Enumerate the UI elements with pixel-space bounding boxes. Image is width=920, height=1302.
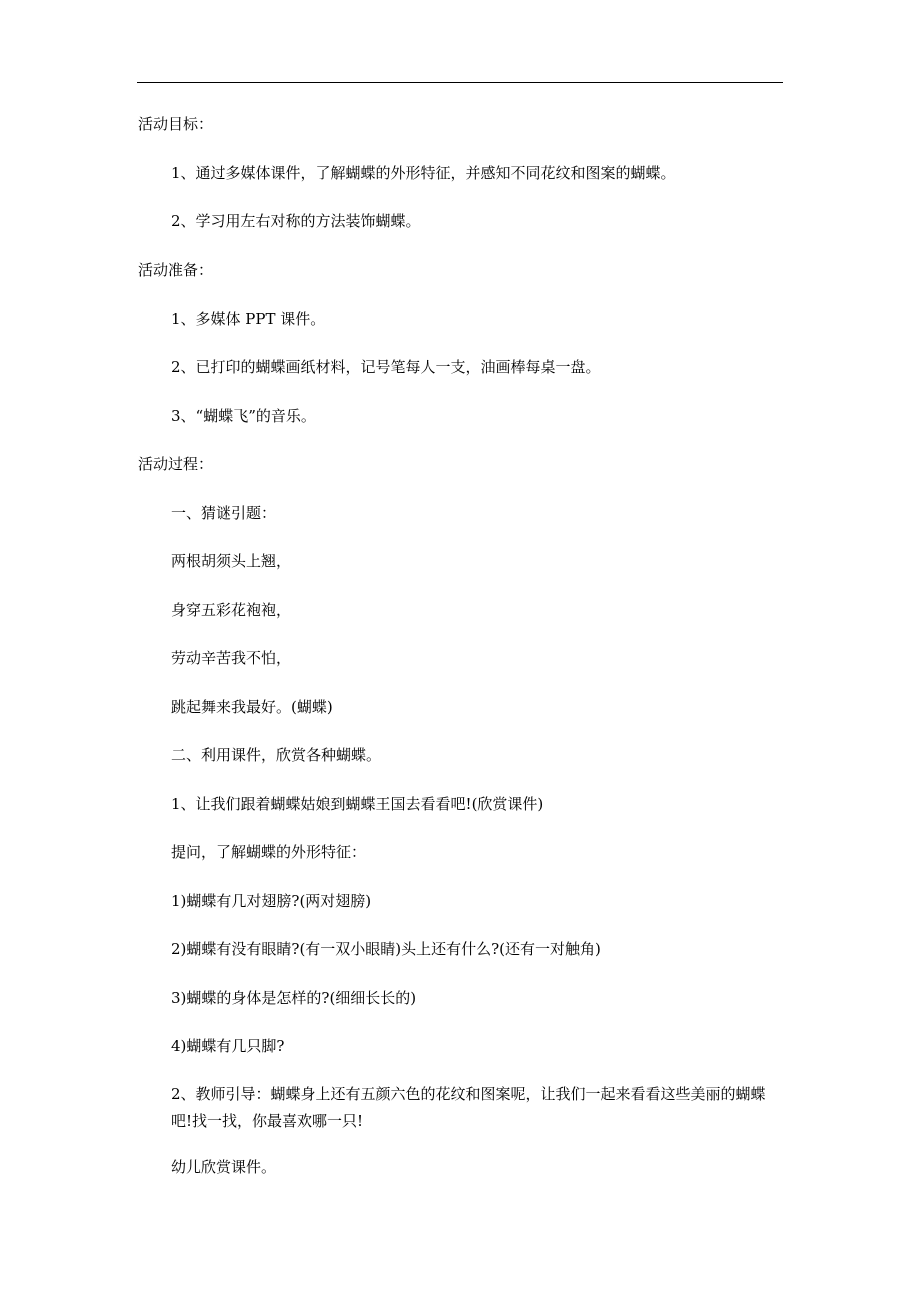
prep-item-3: 3、“蝴蝶飞”的音乐。 (171, 407, 316, 425)
objective-2: 2、学习用左右对称的方法装饰蝴蝶。 (171, 212, 421, 230)
question-1: 1)蝴蝶有几对翅膀?(两对翅膀) (171, 892, 372, 910)
objective-1: 1、通过多媒体课件，了解蝴蝶的外形特征，并感知不同花纹和图案的蝴蝶。 (171, 164, 676, 182)
question-2: 2)蝴蝶有没有眼睛?(有一双小眼睛)头上还有什么?(还有一对触角) (171, 940, 601, 958)
question-intro: 提问，了解蝴蝶的外形特征： (171, 843, 367, 861)
step-1-title: 一、猜谜引题： (171, 504, 277, 522)
header-rule (137, 82, 783, 83)
question-3: 3)蝴蝶的身体是怎样的?(细细长长的) (171, 989, 417, 1007)
riddle-line-4: 跳起舞来我最好。(蝴蝶) (171, 698, 333, 716)
preparation-heading: 活动准备： (138, 261, 214, 279)
prep-item-2: 2、已打印的蝴蝶画纸材料，记号笔每人一支，油画棒每桌一盘。 (171, 358, 601, 376)
objectives-heading: 活动目标： (138, 115, 214, 133)
riddle-line-1: 两根胡须头上翘， (171, 552, 292, 570)
riddle-line-3: 劳动辛苦我不怕， (171, 649, 292, 667)
step-2-item-1: 1、让我们跟着蝴蝶姑娘到蝴蝶王国去看看吧!(欣赏课件) (171, 795, 544, 813)
step-2-item-2: 2、教师引导：蝴蝶身上还有五颜六色的花纹和图案呢，让我们一起来看看这些美丽的蝴蝶吧!找一找，你最喜欢哪一只! (171, 1085, 766, 1130)
process-heading: 活动过程： (138, 455, 214, 473)
step-2-title: 二、利用课件，欣赏各种蝴蝶。 (171, 746, 382, 764)
question-4: 4)蝴蝶有几只脚? (171, 1037, 285, 1055)
riddle-line-2: 身穿五彩花袍袍， (171, 601, 292, 619)
children-view: 幼儿欣赏课件。 (171, 1158, 277, 1176)
prep-item-1: 1、多媒体 PPT 课件。 (171, 310, 326, 328)
